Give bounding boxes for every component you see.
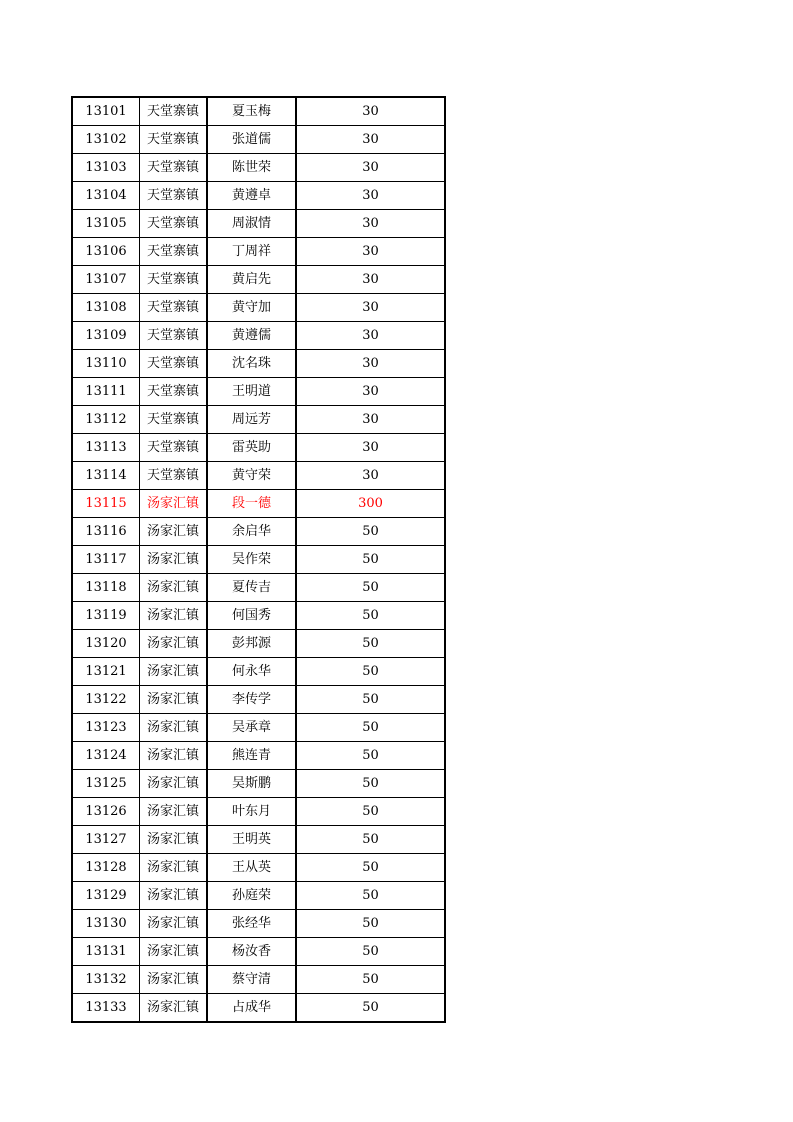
cell-amount: 300	[296, 490, 445, 518]
cell-town: 天堂寨镇	[140, 294, 208, 322]
cell-town: 汤家汇镇	[140, 686, 208, 714]
cell-id: 13104	[72, 182, 140, 210]
cell-id: 13108	[72, 294, 140, 322]
cell-town: 汤家汇镇	[140, 882, 208, 910]
cell-id: 13114	[72, 462, 140, 490]
cell-name: 周淑情	[207, 210, 296, 238]
cell-town: 天堂寨镇	[140, 154, 208, 182]
cell-id: 13109	[72, 322, 140, 350]
cell-amount: 50	[296, 854, 445, 882]
table-row	[72, 378, 445, 406]
table-row	[72, 826, 445, 854]
cell-id: 13127	[72, 826, 140, 854]
cell-amount: 30	[296, 126, 445, 154]
cell-name: 蔡守清	[207, 966, 296, 994]
table-row	[72, 294, 445, 322]
cell-id: 13122	[72, 686, 140, 714]
cell-amount: 30	[296, 406, 445, 434]
cell-town: 汤家汇镇	[140, 910, 208, 938]
cell-town: 天堂寨镇	[140, 378, 208, 406]
cell-id: 13102	[72, 126, 140, 154]
cell-town: 汤家汇镇	[140, 994, 208, 1023]
cell-town: 汤家汇镇	[140, 518, 208, 546]
cell-name: 张经华	[207, 910, 296, 938]
cell-id: 13101	[72, 97, 140, 126]
cell-name: 张道儒	[207, 126, 296, 154]
cell-town: 汤家汇镇	[140, 854, 208, 882]
cell-amount: 50	[296, 882, 445, 910]
cell-id: 13130	[72, 910, 140, 938]
cell-id: 13116	[72, 518, 140, 546]
cell-id: 13105	[72, 210, 140, 238]
cell-id: 13113	[72, 434, 140, 462]
cell-id: 13133	[72, 994, 140, 1023]
cell-town: 天堂寨镇	[140, 210, 208, 238]
table-row	[72, 882, 445, 910]
cell-name: 王从英	[207, 854, 296, 882]
cell-name: 吴斯鹏	[207, 770, 296, 798]
cell-name: 王明道	[207, 378, 296, 406]
table-row	[72, 126, 445, 154]
cell-amount: 50	[296, 938, 445, 966]
cell-town: 汤家汇镇	[140, 714, 208, 742]
cell-name: 夏玉梅	[207, 97, 296, 126]
table-row	[72, 910, 445, 938]
cell-name: 李传学	[207, 686, 296, 714]
cell-name: 沈名珠	[207, 350, 296, 378]
cell-id: 13107	[72, 266, 140, 294]
cell-town: 汤家汇镇	[140, 574, 208, 602]
table-row	[72, 546, 445, 574]
cell-name: 熊连青	[207, 742, 296, 770]
cell-name: 黄启先	[207, 266, 296, 294]
cell-town: 天堂寨镇	[140, 350, 208, 378]
table-row	[72, 518, 445, 546]
cell-amount: 50	[296, 770, 445, 798]
cell-amount: 50	[296, 714, 445, 742]
table-row	[72, 798, 445, 826]
cell-town: 天堂寨镇	[140, 406, 208, 434]
cell-name: 王明英	[207, 826, 296, 854]
cell-id: 13128	[72, 854, 140, 882]
cell-town: 汤家汇镇	[140, 798, 208, 826]
table-row	[72, 658, 445, 686]
cell-name: 孙庭荣	[207, 882, 296, 910]
cell-amount: 30	[296, 154, 445, 182]
cell-town: 汤家汇镇	[140, 742, 208, 770]
cell-town: 天堂寨镇	[140, 266, 208, 294]
cell-town: 汤家汇镇	[140, 966, 208, 994]
table-row	[72, 686, 445, 714]
cell-id: 13119	[72, 602, 140, 630]
cell-amount: 30	[296, 294, 445, 322]
table-row	[72, 154, 445, 182]
cell-amount: 50	[296, 518, 445, 546]
cell-name: 吴承章	[207, 714, 296, 742]
cell-amount: 30	[296, 182, 445, 210]
table-row	[72, 574, 445, 602]
cell-name: 叶东月	[207, 798, 296, 826]
cell-id: 13126	[72, 798, 140, 826]
cell-id: 13123	[72, 714, 140, 742]
table-row-highlighted	[72, 490, 445, 518]
cell-town: 汤家汇镇	[140, 938, 208, 966]
cell-town: 汤家汇镇	[140, 770, 208, 798]
cell-name: 段一德	[207, 490, 296, 518]
cell-name: 吴作荣	[207, 546, 296, 574]
cell-amount: 50	[296, 910, 445, 938]
cell-amount: 30	[296, 210, 445, 238]
cell-id: 13111	[72, 378, 140, 406]
cell-name: 陈世荣	[207, 154, 296, 182]
cell-name: 余启华	[207, 518, 296, 546]
cell-amount: 50	[296, 686, 445, 714]
table-row	[72, 770, 445, 798]
table-row	[72, 182, 445, 210]
cell-town: 天堂寨镇	[140, 126, 208, 154]
cell-name: 占成华	[207, 994, 296, 1023]
cell-name: 黄遵卓	[207, 182, 296, 210]
cell-id: 13112	[72, 406, 140, 434]
table-row	[72, 238, 445, 266]
cell-id: 13125	[72, 770, 140, 798]
cell-amount: 30	[296, 350, 445, 378]
data-table	[71, 96, 446, 1023]
cell-town: 天堂寨镇	[140, 182, 208, 210]
cell-name: 黄守加	[207, 294, 296, 322]
cell-id: 13120	[72, 630, 140, 658]
cell-town: 汤家汇镇	[140, 602, 208, 630]
table-row	[72, 602, 445, 630]
cell-amount: 30	[296, 462, 445, 490]
cell-id: 13103	[72, 154, 140, 182]
cell-town: 汤家汇镇	[140, 826, 208, 854]
cell-amount: 30	[296, 97, 445, 126]
cell-amount: 50	[296, 966, 445, 994]
table-row	[72, 630, 445, 658]
cell-name: 周远芳	[207, 406, 296, 434]
cell-amount: 50	[296, 742, 445, 770]
cell-amount: 50	[296, 658, 445, 686]
cell-town: 汤家汇镇	[140, 630, 208, 658]
table-row	[72, 714, 445, 742]
cell-amount: 30	[296, 378, 445, 406]
cell-id: 13121	[72, 658, 140, 686]
table-row	[72, 97, 445, 126]
cell-name: 何国秀	[207, 602, 296, 630]
cell-id: 13132	[72, 966, 140, 994]
table-row	[72, 210, 445, 238]
cell-amount: 50	[296, 574, 445, 602]
cell-amount: 30	[296, 322, 445, 350]
cell-id: 13110	[72, 350, 140, 378]
table-row	[72, 854, 445, 882]
cell-amount: 50	[296, 798, 445, 826]
cell-town: 天堂寨镇	[140, 462, 208, 490]
table-row	[72, 742, 445, 770]
cell-id: 13124	[72, 742, 140, 770]
cell-name: 杨汝香	[207, 938, 296, 966]
cell-town: 天堂寨镇	[140, 238, 208, 266]
cell-name: 黄守荣	[207, 462, 296, 490]
cell-amount: 50	[296, 602, 445, 630]
table-row	[72, 350, 445, 378]
cell-town: 汤家汇镇	[140, 490, 208, 518]
cell-name: 何永华	[207, 658, 296, 686]
cell-name: 夏传吉	[207, 574, 296, 602]
cell-id: 13129	[72, 882, 140, 910]
table-row	[72, 966, 445, 994]
table-body	[72, 97, 445, 1022]
cell-name: 彭邦源	[207, 630, 296, 658]
cell-id: 13118	[72, 574, 140, 602]
cell-amount: 30	[296, 434, 445, 462]
table-row	[72, 322, 445, 350]
table-row	[72, 462, 445, 490]
cell-name: 丁周祥	[207, 238, 296, 266]
cell-town: 天堂寨镇	[140, 322, 208, 350]
cell-town: 汤家汇镇	[140, 546, 208, 574]
cell-id: 13115	[72, 490, 140, 518]
cell-id: 13106	[72, 238, 140, 266]
cell-amount: 30	[296, 238, 445, 266]
table-row	[72, 266, 445, 294]
cell-id: 13117	[72, 546, 140, 574]
cell-town: 天堂寨镇	[140, 434, 208, 462]
table-row	[72, 938, 445, 966]
cell-town: 汤家汇镇	[140, 658, 208, 686]
table-row	[72, 994, 445, 1023]
table-row	[72, 406, 445, 434]
cell-name: 黄遵儒	[207, 322, 296, 350]
cell-amount: 50	[296, 630, 445, 658]
cell-amount: 50	[296, 994, 445, 1023]
cell-amount: 50	[296, 546, 445, 574]
cell-town: 天堂寨镇	[140, 97, 208, 126]
cell-id: 13131	[72, 938, 140, 966]
table-row	[72, 434, 445, 462]
cell-amount: 50	[296, 826, 445, 854]
cell-amount: 30	[296, 266, 445, 294]
cell-name: 雷英助	[207, 434, 296, 462]
